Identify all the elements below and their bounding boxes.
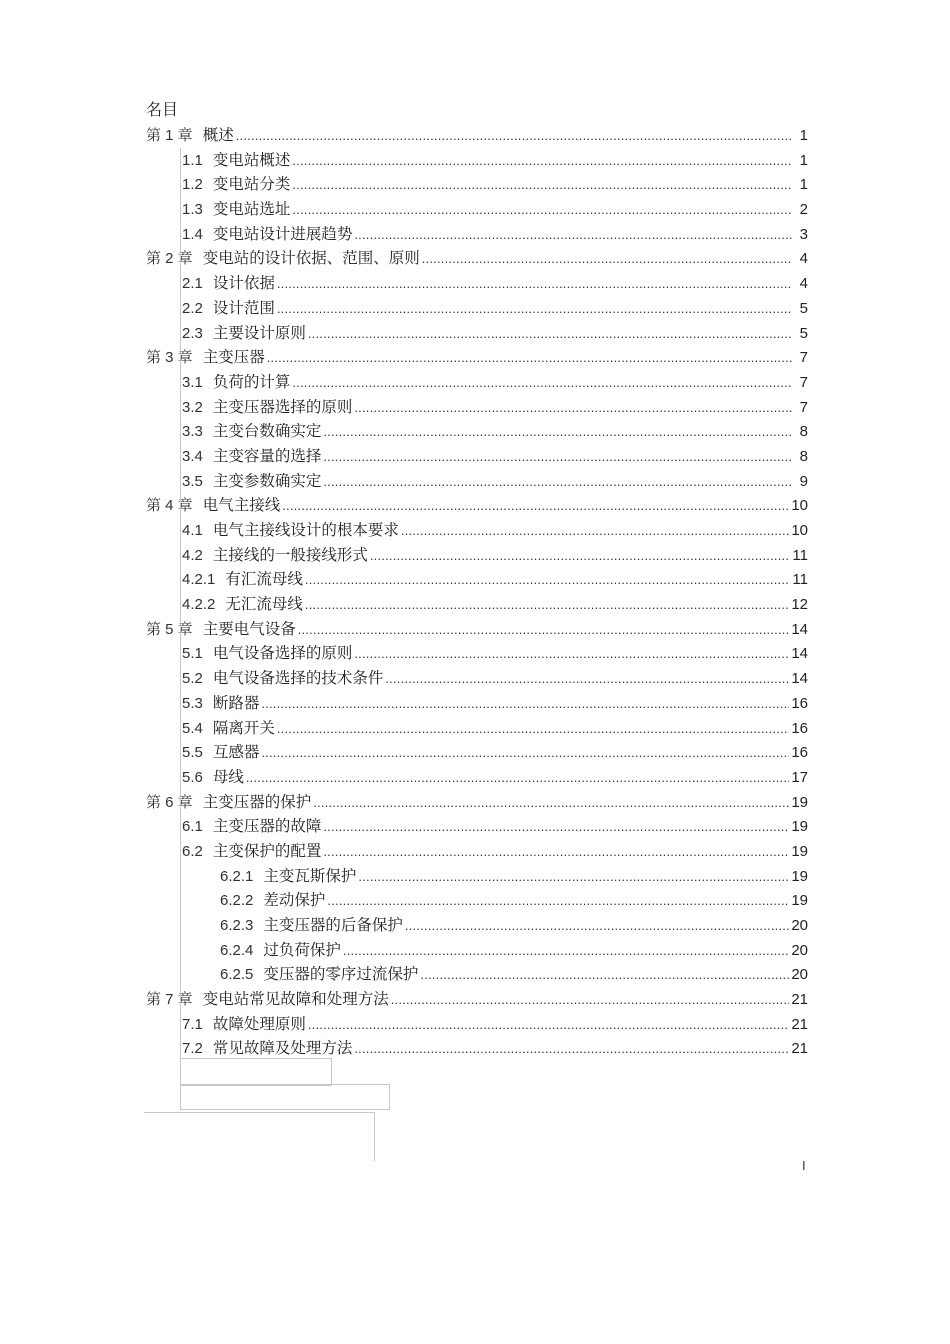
toc-entry-label: 母线 <box>212 767 244 786</box>
toc-entry[interactable] <box>144 271 808 296</box>
dot-leader <box>298 618 790 643</box>
toc-entry-number: 6.2.1 <box>220 867 254 885</box>
toc-entry-number: 7.1 <box>182 1015 203 1033</box>
toc-entry-number: 4.2.1 <box>182 571 216 589</box>
toc-entry[interactable] <box>144 716 808 741</box>
toc-entry-page: 7 <box>799 349 808 367</box>
toc-entry-label: 电气主接线设计的根本要求 <box>212 521 399 539</box>
toc-entry-number: 6.2 <box>182 842 203 860</box>
dot-leader <box>401 519 789 544</box>
dot-leader <box>236 124 792 149</box>
toc-entry-number: 5.6 <box>182 768 203 786</box>
toc-entry-number: 6.2.5 <box>220 966 254 984</box>
dot-leader <box>327 889 789 914</box>
toc-entry-label: 主要设计原则 <box>212 323 306 342</box>
toc-entry-page: 14 <box>791 620 808 638</box>
toc-entry-number: 第 2 章 <box>146 250 193 268</box>
toc-entry-number: 5.1 <box>182 645 203 663</box>
dot-leader <box>354 223 792 248</box>
dot-leader <box>323 445 792 470</box>
toc-entry[interactable] <box>144 296 808 321</box>
frame-artifact <box>180 1058 332 1086</box>
toc-entry-label: 过负荷保护 <box>263 940 341 959</box>
toc-entry-page: 20 <box>791 941 808 959</box>
toc-entry[interactable] <box>144 864 808 889</box>
toc-entry-label: 变电站常见故障和处理方法 <box>202 990 389 1009</box>
dot-leader <box>246 766 789 791</box>
dot-leader <box>354 642 789 667</box>
toc-entry[interactable] <box>144 790 808 815</box>
frame-artifact <box>180 1084 390 1110</box>
toc-entry-label: 主变压器 <box>202 348 265 367</box>
toc-entry-number: 1.1 <box>182 151 203 169</box>
toc-entry-page: 20 <box>791 917 808 934</box>
toc-entry[interactable] <box>144 222 808 247</box>
toc-entry-number: 3.2 <box>182 398 203 416</box>
table-of-contents <box>144 123 808 1061</box>
toc-entry-page: 12 <box>791 596 808 614</box>
toc-entry[interactable] <box>144 592 808 617</box>
toc-entry-number: 3.5 <box>182 472 203 490</box>
toc-entry-number: 3.4 <box>182 447 203 465</box>
dot-leader <box>370 544 791 569</box>
toc-entry[interactable] <box>144 469 808 494</box>
toc-entry-page: 21 <box>791 991 808 1009</box>
toc-entry-label: 变电站设计进展趋势 <box>212 224 353 243</box>
toc-entry-number: 3.3 <box>182 423 203 441</box>
dot-leader <box>422 247 792 272</box>
toc-entry-label: 电气主接线 <box>202 496 281 515</box>
dot-leader <box>282 494 789 519</box>
toc-entry-number: 2.3 <box>182 324 203 342</box>
toc-entry-number: 6.2.2 <box>220 892 254 910</box>
dot-leader <box>323 815 789 840</box>
dot-leader <box>292 173 792 198</box>
dot-leader <box>277 297 792 322</box>
toc-entry-page: 8 <box>799 423 808 441</box>
toc-entry[interactable] <box>144 543 808 568</box>
toc-entry[interactable] <box>144 444 808 469</box>
toc-entry-page: 20 <box>791 966 808 984</box>
toc-entry-page: 5 <box>799 299 808 317</box>
toc-entry-number: 第 6 章 <box>146 793 193 811</box>
toc-entry-number: 6.2.3 <box>220 917 254 934</box>
toc-entry-page: 17 <box>791 768 808 786</box>
toc-entry[interactable] <box>144 839 808 864</box>
toc-entry-label: 电气设备选择的原则 <box>212 644 353 663</box>
toc-entry-number: 7.2 <box>182 1040 203 1058</box>
toc-entry-number: 2.1 <box>182 275 203 293</box>
toc-entry-page: 16 <box>791 694 808 712</box>
toc-entry-page: 4 <box>799 275 808 293</box>
toc-entry-label: 设计范围 <box>212 298 275 317</box>
toc-entry-page: 7 <box>799 398 808 416</box>
dot-leader <box>261 692 789 717</box>
toc-entry-number: 4.1 <box>182 522 203 539</box>
dot-leader <box>261 741 789 766</box>
toc-entry[interactable] <box>144 1012 808 1037</box>
toc-entry-number: 3.1 <box>182 373 203 391</box>
toc-entry-number: 1.4 <box>182 225 203 243</box>
toc-entry-number: 第 4 章 <box>146 497 193 515</box>
toc-entry-page: 1 <box>799 127 808 144</box>
toc-entry[interactable] <box>144 370 808 395</box>
toc-entry[interactable] <box>144 987 808 1012</box>
toc-entry-label: 主变参数确实定 <box>212 471 322 490</box>
toc-entry[interactable] <box>144 419 808 444</box>
toc-entry-page: 19 <box>791 818 808 836</box>
dot-leader <box>292 371 792 396</box>
toc-entry-label: 主变瓦斯保护 <box>263 866 357 885</box>
toc-entry-page: 8 <box>799 447 808 465</box>
toc-entry-page: 19 <box>791 892 808 910</box>
toc-entry-label: 有汇流母线 <box>225 570 303 589</box>
dot-leader <box>292 198 792 223</box>
toc-entry-page: 11 <box>792 571 808 589</box>
toc-entry[interactable] <box>144 666 808 691</box>
toc-entry-page: 11 <box>792 546 808 564</box>
dot-leader <box>305 568 791 593</box>
dot-leader <box>308 1013 789 1038</box>
toc-entry-label: 无汇流母线 <box>225 595 303 614</box>
toc-entry-page: 7 <box>799 373 808 391</box>
toc-entry[interactable] <box>144 518 808 543</box>
toc-entry-label: 概述 <box>202 126 234 144</box>
toc-entry-number: 1.2 <box>182 176 203 194</box>
toc-entry-label: 变电站的设计依据、范围、原则 <box>202 249 420 268</box>
toc-entry-page: 9 <box>799 472 808 490</box>
toc-entry-page: 16 <box>791 719 808 737</box>
dot-leader <box>277 717 789 742</box>
dot-leader <box>343 939 789 964</box>
toc-entry[interactable] <box>144 740 808 765</box>
toc-entry-label: 主变压器的后备保护 <box>263 916 403 934</box>
dot-leader <box>391 988 790 1013</box>
toc-entry[interactable] <box>144 345 808 370</box>
toc-entry-number: 6.2.4 <box>220 941 254 959</box>
toc-entry-number: 5.5 <box>182 744 203 762</box>
toc-entry-page: 1 <box>799 176 808 194</box>
dot-leader <box>420 963 789 988</box>
toc-entry-number: 2.2 <box>182 299 203 317</box>
toc-entry-label: 主变台数确实定 <box>212 422 322 441</box>
toc-entry[interactable] <box>144 148 808 173</box>
toc-entry-page: 3 <box>799 225 808 243</box>
dot-leader <box>267 346 792 371</box>
toc-entry-label: 互感器 <box>212 743 260 762</box>
toc-entry-number: 5.4 <box>182 719 203 737</box>
toc-entry-page: 21 <box>791 1040 808 1058</box>
dot-leader <box>385 667 789 692</box>
toc-entry-label: 主变保护的配置 <box>212 841 322 860</box>
toc-entry-label: 主变压器选择的原则 <box>212 397 353 416</box>
toc-entry-label: 负荷的计算 <box>212 372 291 391</box>
toc-entry-number: 第 1 章 <box>146 127 193 144</box>
dot-leader <box>277 272 792 297</box>
dot-leader <box>358 865 789 890</box>
toc-entry-label: 主变容量的选择 <box>212 446 322 465</box>
toc-entry-label: 主变压器的保护 <box>202 792 312 811</box>
page-footer-number: I <box>802 1158 806 1173</box>
toc-entry-page: 19 <box>791 867 808 885</box>
dot-leader <box>313 791 789 816</box>
toc-entry-number: 5.3 <box>182 694 203 712</box>
toc-entry-label: 主变压器的故障 <box>212 817 322 836</box>
toc-entry-page: 14 <box>791 670 808 688</box>
toc-entry[interactable] <box>144 888 808 913</box>
toc-entry-number: 第 5 章 <box>146 620 193 638</box>
toc-entry[interactable] <box>144 172 808 197</box>
toc-entry-label: 变电站选址 <box>212 200 291 219</box>
toc-entry[interactable] <box>144 395 808 420</box>
toc-entry[interactable] <box>144 321 808 346</box>
toc-entry-label: 主要电气设备 <box>202 619 296 638</box>
toc-entry[interactable] <box>144 814 808 839</box>
toc-entry[interactable] <box>144 913 808 938</box>
toc-entry-number: 第 7 章 <box>146 991 193 1009</box>
dot-leader <box>354 1037 789 1062</box>
toc-entry-page: 19 <box>791 842 808 860</box>
toc-entry-label: 变电站分类 <box>212 175 291 194</box>
toc-entry[interactable] <box>144 938 808 963</box>
toc-entry[interactable] <box>144 246 808 271</box>
toc-entry-number: 第 3 章 <box>146 349 193 367</box>
toc-entry-label: 电气设备选择的技术条件 <box>212 669 384 688</box>
toc-entry[interactable] <box>144 493 808 518</box>
toc-entry-label: 主接线的一般接线形式 <box>212 545 368 564</box>
toc-entry-page: 4 <box>799 250 808 268</box>
toc-entry-page: 21 <box>791 1015 808 1033</box>
toc-title: 名目 <box>146 100 179 119</box>
toc-entry-page: 16 <box>791 744 808 762</box>
toc-entry-page: 5 <box>799 324 808 342</box>
toc-entry-number: 6.1 <box>182 818 203 836</box>
dot-leader <box>323 420 792 445</box>
dot-leader <box>305 593 789 618</box>
dot-leader <box>405 914 789 939</box>
toc-entry[interactable] <box>144 617 808 642</box>
toc-entry[interactable] <box>144 641 808 666</box>
toc-entry[interactable] <box>144 691 808 716</box>
toc-entry-page: 14 <box>791 645 808 663</box>
toc-entry-label: 差动保护 <box>263 891 326 910</box>
toc-entry[interactable] <box>144 962 808 987</box>
toc-entry-page: 10 <box>791 522 808 539</box>
toc-entry-number: 5.2 <box>182 670 203 688</box>
toc-entry-page: 10 <box>791 497 808 515</box>
toc-entry[interactable] <box>144 197 808 222</box>
toc-entry-number: 4.2 <box>182 546 203 564</box>
toc-entry[interactable] <box>144 123 808 148</box>
toc-entry[interactable] <box>144 765 808 790</box>
dot-leader <box>292 149 792 174</box>
toc-entry-label: 设计依据 <box>212 274 275 293</box>
dot-leader <box>308 322 792 347</box>
toc-entry-page: 2 <box>799 201 808 219</box>
toc-entry[interactable] <box>144 567 808 592</box>
toc-entry-page: 1 <box>799 151 808 169</box>
toc-entry-label: 常见故障及处理方法 <box>212 1039 353 1058</box>
toc-entry-page: 19 <box>791 793 808 811</box>
toc-entry-label: 变电站概述 <box>212 150 291 169</box>
toc-entry-label: 断路器 <box>212 693 260 712</box>
toc-entry-label: 隔离开关 <box>212 718 275 737</box>
toc-entry-label: 故障处理原则 <box>212 1014 306 1033</box>
toc-entry[interactable] <box>144 1036 808 1061</box>
toc-entry-number: 4.2.2 <box>182 596 216 614</box>
dot-leader <box>323 470 792 495</box>
toc-entry-number: 1.3 <box>182 201 203 219</box>
dot-leader <box>323 840 789 865</box>
frame-artifact <box>144 1112 375 1161</box>
dot-leader <box>354 396 792 421</box>
toc-entry-label: 变压器的零序过流保护 <box>263 965 419 984</box>
